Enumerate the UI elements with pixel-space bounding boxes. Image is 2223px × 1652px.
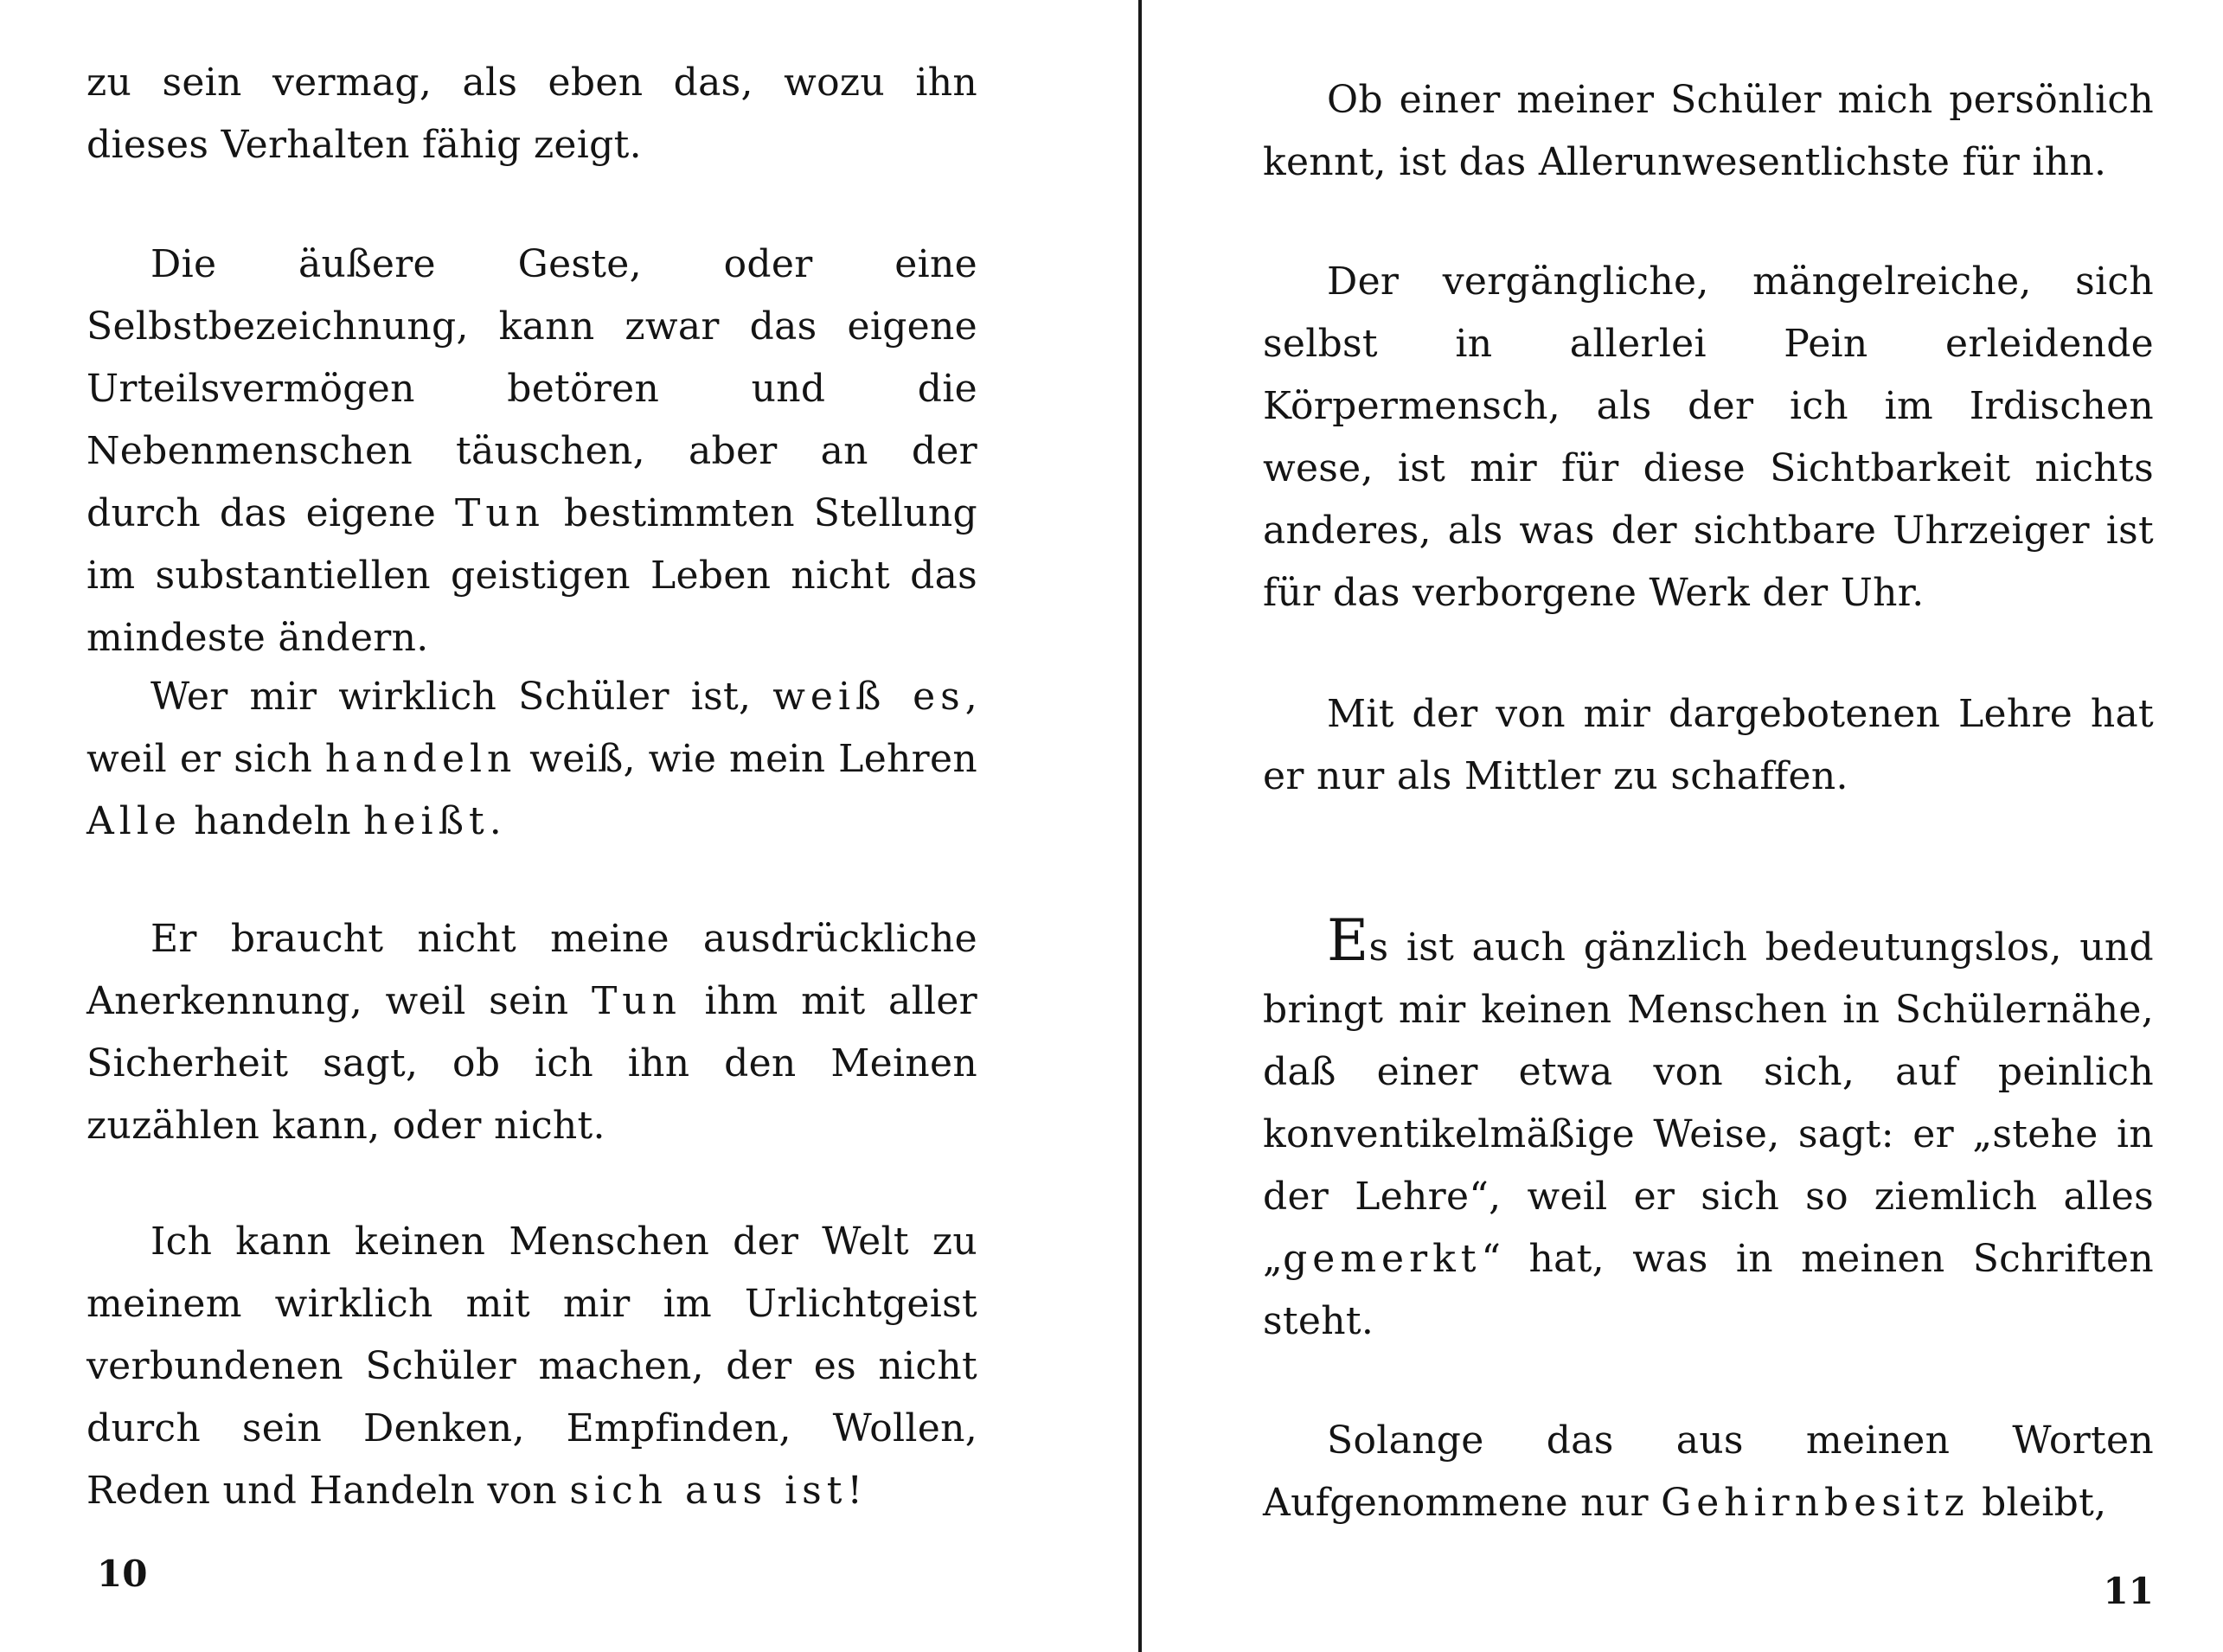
left-page — [86, 0, 977, 1652]
book-gutter — [1138, 0, 1142, 1652]
left-paragraph-2: Die äußere Geste, oder eine Selbstbezeichnung, kann zwar das eigene Urteilsvermögen betören und die Nebenmenschen täuschen, aber an der durch das eigene Tun bestimmten Stellung im substantiellen geistigen Leben nicht das mindeste ändern. — [86, 242, 978, 660]
right-page — [1263, 0, 2154, 1652]
right-paragraph-3: Mit der von mir dargebotenen Lehre hat er nur als Mittler zu schaffen. — [1263, 692, 2154, 798]
right-paragraph-4: Es ist auch gänzlich bedeutungslos, und bringt mir keinen Menschen in Schülernähe, daß einer etwa von sich, auf peinlich konventikelmäßige Weise, sagt: er „stehe in der Lehre“, weil er sich so ziemlich alles „gemerkt“ hat, was in meinen Schriften steht. — [1263, 907, 2154, 1343]
right-paragraph-5: Solange das aus meinen Worten Aufgenommene nur Gehirnbesitz bleibt, — [1263, 1418, 2154, 1525]
left-paragraph-5: Ich kann keinen Menschen der Welt zu meinem wirklich mit mir im Urlichtgeist verbundenen Schüler machen, der es nicht durch sein Denken, Empfinden, Wollen, Reden und Handeln von sich aus ist! — [86, 1220, 977, 1513]
right-paragraph-1: Ob einer meiner Schüler mich persönlich kennt, ist das Allerunwesentlichste für ihn. — [1263, 78, 2154, 184]
right-paragraph-2: Der vergängliche, mängelreiche, sich selbst in allerlei Pein erleidende Körpermensch, als der ich im Irdischen wese, ist mir für diese Sichtbarkeit nichts anderes, als was der sichtbare Uhrzeiger ist für das verborgene Werk der Uhr. — [1263, 259, 2154, 615]
drop-cap: E — [1327, 907, 1369, 974]
page-number-right: 11 — [2103, 1570, 2154, 1612]
left-paragraph-4: Er braucht nicht meine ausdrückliche Anerkennung, weil sein Tun ihm mit aller Sicherheit sagt, ob ich ihn den Meinen zuzählen kann, oder nicht. — [86, 917, 977, 1148]
page-number-left: 10 — [97, 1553, 148, 1595]
left-paragraph-3: Wer mir wirklich Schüler ist, weiß es, weil er sich handeln weiß, wie mein Lehren Alle handeln heißt. — [86, 675, 977, 843]
left-paragraph-1: zu sein vermag, als eben das, wozu ihn dieses Verhalten fähig zeigt. — [86, 61, 977, 167]
